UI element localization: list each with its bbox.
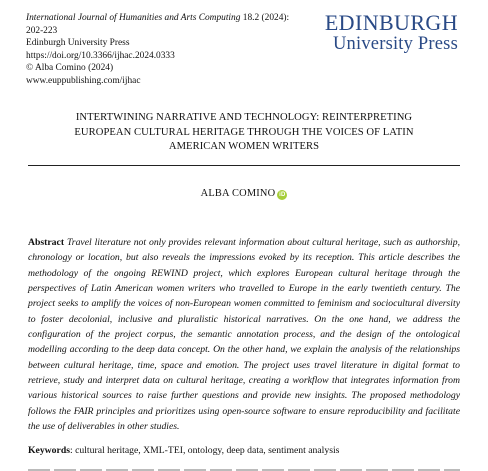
keywords [28,445,460,456]
article-title [30,111,458,155]
citation-line [26,12,326,25]
copyright: © Alba Comino (2024) [26,63,114,74]
publisher-logo [318,12,458,54]
keywords-text: : cultural heritage, XML-TEI, ontology, deep data, sentiment analysis [69,445,340,456]
author-line [0,188,488,200]
abstract [28,235,460,434]
title-line-3: AMERICAN WOMEN WRITERS [168,141,320,153]
title-divider [28,165,460,166]
title-line-2: EUROPEAN CULTURAL HERITAGE THROUGH THE VOICES OF LATIN [74,126,414,138]
website-link[interactable]: www.euppublishing.com/ijhac [26,75,141,86]
logo-line-1: EDINBURGH [324,10,458,35]
logo-line-2: University Press [333,34,458,54]
journal-title: International Journal of Humanities and Arts Computing [26,13,241,23]
page-range: 202-223 [26,25,58,36]
doi-link[interactable]: https://doi.org/10.3366/ijhac.2024.0333 [26,50,175,61]
author-name: ALBA COMINO [200,188,276,199]
keywords-label: Keywords [28,445,70,456]
volume-info: 18.2 (2024): [240,13,290,23]
publisher: Edinburgh University Press [26,38,130,49]
title-line-1: INTERTWINING NARRATIVE AND TECHNOLOGY: REINTERPRETING [75,112,413,123]
abstract-text: Travel literature not only provides relevant information about cultural heritage, such as authorship, chronology or location, but also reveals the impressions evoked by its reception. This article describes the methodology of the ongoing REWIND project, which explores European cultural heritage through the perspectives of Latin American women writers who travelled to Europe in the early twentieth century. The project seeks to amplify the voices of non-European women committed to feminism and sociocultural diversity to foster decolonial, inclusive and pluralistic historical narratives. On the one hand, we address the configuration of the project corpus, the semantic annotation process, and the design of the ontological modelling according to the deep data concept. On the other hand, we explain the analysis of the relationships between cultural heritage, time, space and emotion. The project uses travel literature in digital format to retrieve, study and interpret data on cultural heritage, creating a workflow that integrates information from various historical sources to raise further questions and provide new insights. The proposed methodology follows the FAIR principles and prioritizes using open-source software to ensure reproducibility and facilitate the use of deliverables in other studies. [28,237,460,433]
orcid-icon[interactable]: iD [279,192,286,198]
abstract-label: Abstract [28,237,65,248]
next-paragraph-cutoff [28,466,460,471]
journal-header [26,12,326,88]
